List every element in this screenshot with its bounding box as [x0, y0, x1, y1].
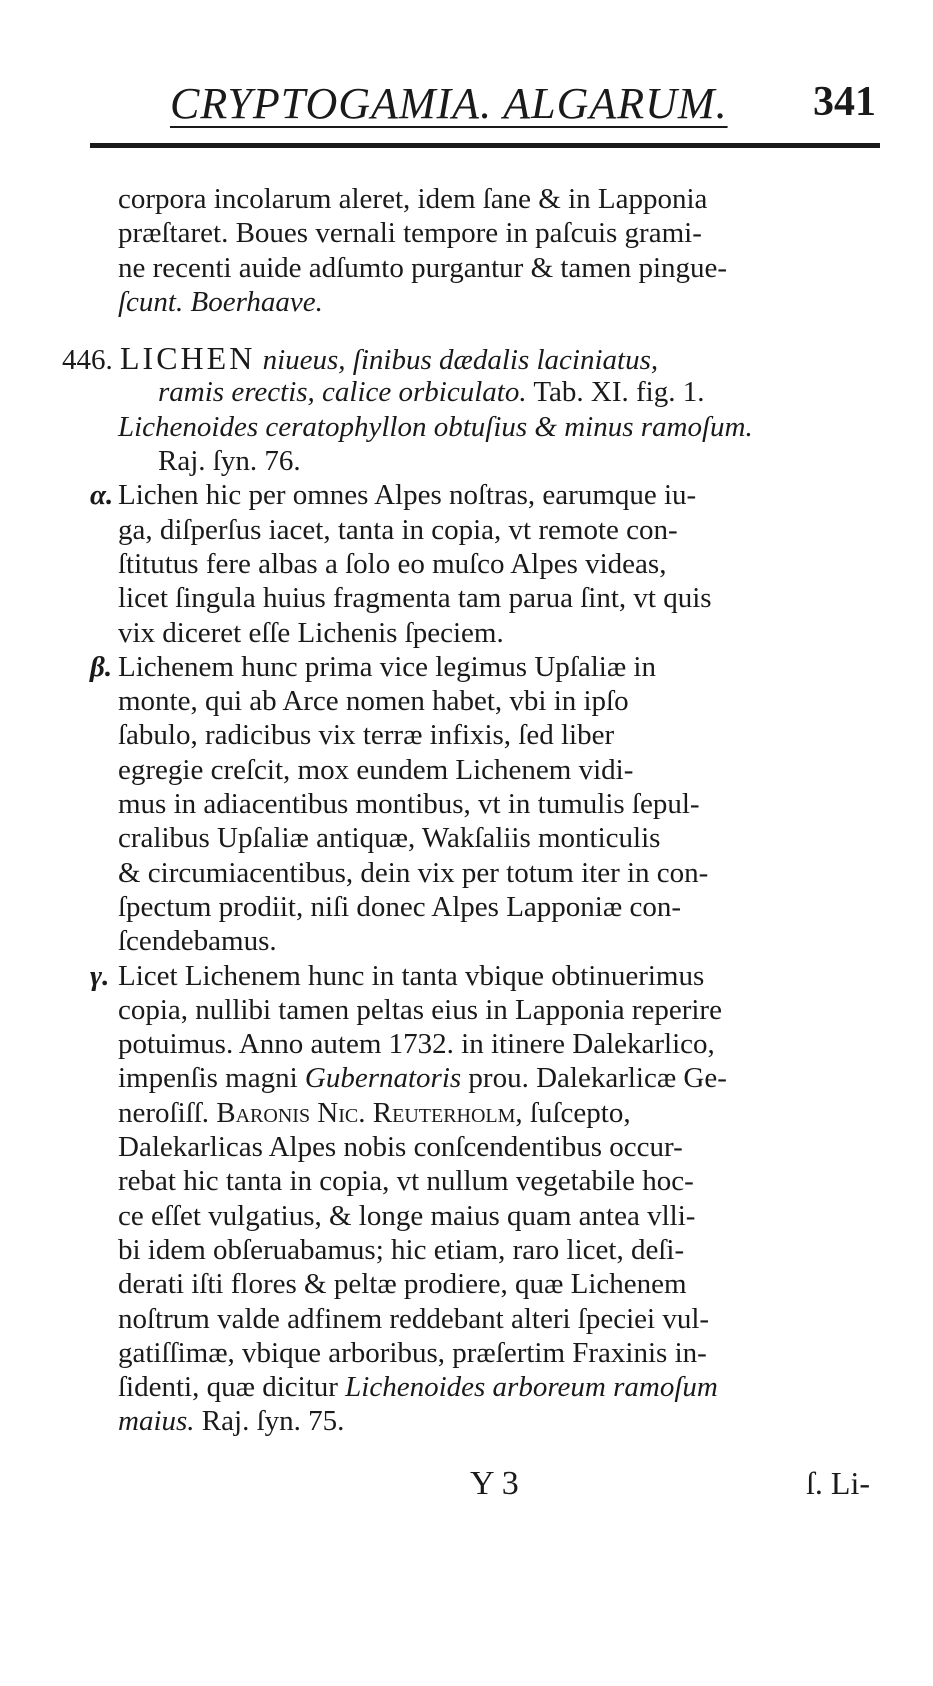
plate-reference: Tab. XI. fig. 1.: [533, 376, 705, 409]
text-span: , ſuſcepto,: [515, 1096, 631, 1129]
text-line: vix diceret eſſe Lichenis ſpeciem.: [118, 616, 504, 649]
entry-number: 446.: [62, 344, 113, 377]
text-line: rebat hic tanta in copia, vt nullum vegetabile hoc-: [118, 1165, 694, 1198]
text-span-italic: Lichenoides arboreum ramoſum: [345, 1371, 718, 1404]
text-line: potuimus. Anno autem 1732. in itinere Dalekarlico,: [118, 1028, 715, 1061]
text-line: ſtitutus fere albas a ſolo eo muſco Alpes videas,: [118, 547, 667, 580]
entry-diagnosis: ramis erectis, calice orbiculato.: [158, 376, 527, 409]
page-number: 341: [813, 79, 876, 125]
text-line: ne recenti auide adſumto purgantur & tamen pingue-: [118, 251, 728, 284]
text-line: Licet Lichenem hunc in tanta vbique obtinuerimus: [118, 959, 705, 992]
beta-line: [90, 650, 888, 684]
page-footer: [90, 1465, 880, 1515]
text-span-italic: maius.: [118, 1405, 195, 1438]
body-text: [62, 182, 888, 1439]
text-line: [118, 1370, 888, 1404]
text-line: monte, qui ab Arce nomen habet, vbi in ipſo: [118, 685, 629, 718]
text-line: cralibus Upſaliæ antiquæ, Wakſaliis monticulis: [118, 822, 661, 855]
text-line: derati iſti flores & peltæ prodiere, quæ Lichenem: [118, 1268, 687, 1301]
page-header: [90, 68, 880, 128]
gamma-line: [90, 959, 888, 993]
alpha-marker: α.: [90, 479, 114, 512]
entry-genus: LICHEN: [120, 340, 256, 377]
text-line: Dalekarlicas Alpes nobis conſcendentibus occur-: [118, 1131, 683, 1164]
text-line: licet ſingula huius fragmenta tam parua ſint, vt quis: [118, 582, 712, 615]
text-line: gatiſſimæ, vbique arboribus, præſertim Fraxinis in-: [118, 1336, 707, 1369]
text-line: bi idem obſeruabamus; hic etiam, raro licet, deſi-: [118, 1233, 685, 1266]
entry-synonym: Lichenoides ceratophyllon obtuſius & minus ramoſum.: [118, 410, 753, 443]
text-line: ſcendebamus.: [118, 925, 277, 958]
text-line: ſcunt. Boerhaave.: [118, 285, 323, 318]
text-line: [118, 1404, 888, 1438]
text-span: impenſis magni: [118, 1062, 305, 1095]
running-title: CRYPTOGAMIA. ALGARUM.: [170, 79, 728, 128]
signature-mark: Y 3: [470, 1465, 519, 1502]
text-line: & circumiacentibus, dein vix per totum iter in con-: [118, 856, 709, 889]
text-span: ſidenti, quæ dicitur: [118, 1371, 346, 1404]
text-line: ce eſſet vulgatius, & longe maius quam antea vlli-: [118, 1199, 696, 1232]
gamma-marker: γ.: [90, 959, 110, 992]
text-span-italic: Gubernatoris: [304, 1062, 462, 1095]
text-span: prou. Dalekarlicæ Ge-: [461, 1062, 727, 1095]
entry-heading: [62, 341, 888, 375]
entry-diagnosis-line: [118, 375, 888, 409]
text-line: ſpectum prodiit, niſi donec Alpes Lapponiæ con-: [118, 890, 681, 923]
text-line: Lichenem hunc prima vice legimus Upſaliæ in: [118, 650, 656, 683]
entry-diagnosis: niueus, ſinibus dædalis laciniatus,: [262, 344, 659, 377]
text-line: [118, 1096, 888, 1130]
text-span: neroſiſſ.: [118, 1096, 217, 1129]
synonym-reference: Raj. ſyn. 76.: [158, 445, 301, 478]
text-line: noſtrum valde adfinem reddebant alteri ſpeciei vul-: [118, 1302, 710, 1335]
text-line: ga, diſperſus iacet, tanta in copia, vt remote con-: [118, 513, 678, 546]
text-line: egregie creſcit, mox eundem Lichenem vidi-: [118, 753, 634, 786]
beta-marker: β.: [90, 650, 113, 683]
catchword: ſ. Li-: [806, 1465, 870, 1501]
text-line: copia, nullibi tamen peltas eius in Lapponia reperire: [118, 993, 722, 1026]
text-span-smallcaps: Baronis Nic. Reuterholm: [216, 1096, 516, 1129]
text-line: præſtaret. Boues vernali tempore in paſcuis grami-: [118, 217, 702, 250]
header-rule: [90, 143, 880, 148]
text-span: Raj. ſyn. 75.: [194, 1405, 345, 1438]
alpha-line: [90, 478, 888, 512]
text-line: Lichen hic per omnes Alpes noſtras, earumque iu-: [118, 479, 697, 512]
text-line: corpora incolarum aleret, idem ſane & in Lapponia: [118, 183, 708, 215]
text-line: [118, 1061, 888, 1095]
text-line: ſabulo, radicibus vix terræ infixis, ſed liber: [118, 719, 615, 752]
spacer: [118, 319, 888, 341]
text-line: mus in adiacentibus montibus, vt in tumulis ſepul-: [118, 788, 700, 821]
